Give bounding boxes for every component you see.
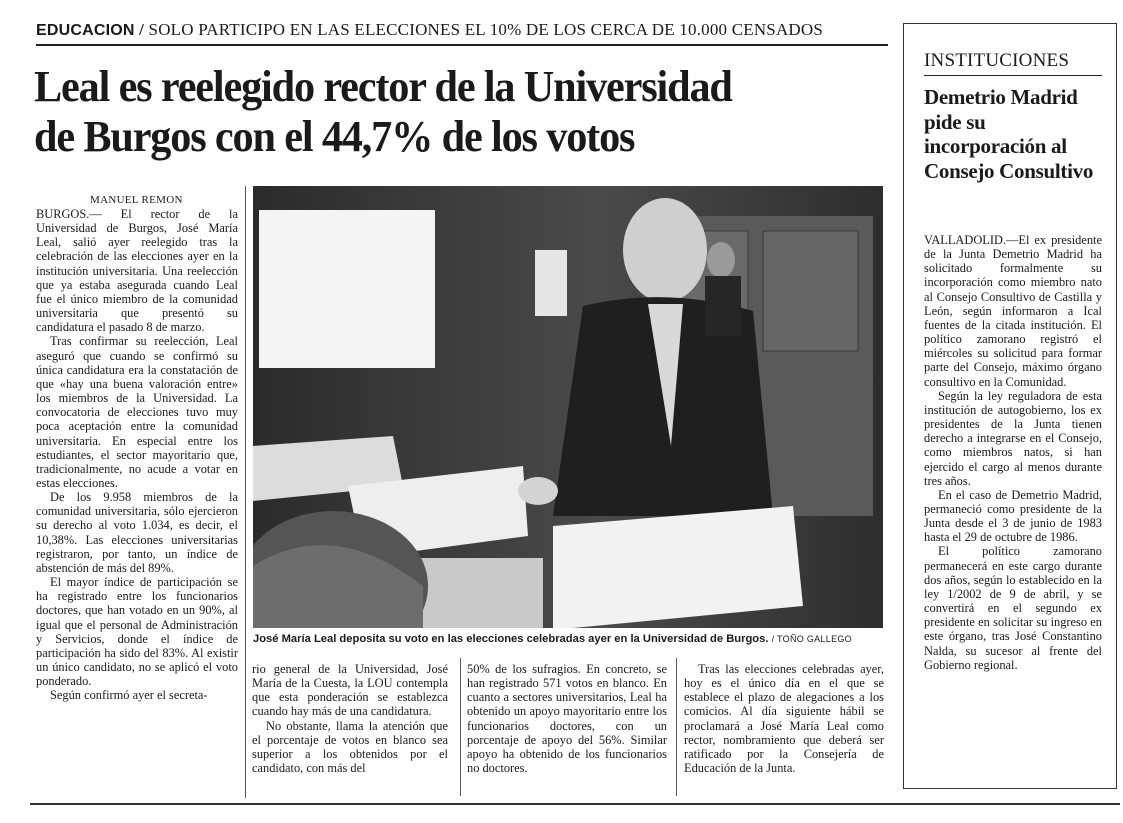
bottom-rule xyxy=(30,803,1120,805)
section-label: EDUCACION xyxy=(36,22,135,39)
paragraph: Según confirmó ayer el secreta- xyxy=(50,688,208,703)
headline-line-2: de Burgos con el 44,7% de los votos xyxy=(34,112,635,161)
byline: MANUEL REMON xyxy=(90,194,183,206)
sidebar-headline: Demetrio Madrid pide su incorporación al Consejo Consultivo xyxy=(924,85,1094,183)
column-rule xyxy=(676,658,677,796)
paragraph: El mayor índice de participación se ha registrado entre los funcionarios doctores, que han votado en un 90%, al igual que el personal de Administración y Servicios, donde el índice de participación ha sido del 83%. Al existir un único candidato, no se aplicó el voto ponderado. xyxy=(36,575,238,689)
paragraph: BURGOS.— El rector de la Universidad de Burgos, José María Leal, salió ayer reelegido tras la celebración de las elecciones ayer en la institución universitaria. Una reelección que ya estaba asegurada cuando Leal fue el único miembro de la comunidad universitaria que presentó su candidatura el pasado 8 de marzo. xyxy=(36,207,238,335)
news-photo xyxy=(253,186,883,628)
article-column-3 xyxy=(467,662,667,775)
kicker-text: SOLO PARTICIPO EN LAS ELECCIONES EL 10% DE LOS CERCA DE 10.000 CENSADOS xyxy=(148,20,824,39)
paragraph: Según la ley reguladora de esta institución de autogobierno, los ex presidentes de la Junta tienen derecho a integrarse en el Consejo, como miembros natos, si han ejercido el cargo al menos durante tres años. xyxy=(924,388,1102,488)
separator: / xyxy=(139,20,145,39)
photo-illustration xyxy=(253,186,883,628)
paragraph: De los 9.958 miembros de la comunidad universitaria, sólo ejercieron su derecho al voto 1.034, es decir, el 10,38%. Las elecciones universitarias registraron, por tanto, un índice de abstención de más del 89%. xyxy=(36,490,238,575)
paragraph: Tras confirmar su reelección, Leal aseguró que cuando se confirmó su única candidatura era la constatación de que «hay una buena valoración entre» los miembros de la Universidad. La convocatoria de elecciones tuvo muy poca aceptación entre la comunidad universitaria. En especial entre los estudiantes, el sector mayoritario que, tradicionalmente, no acude a votar en estas elecciones. xyxy=(36,334,238,490)
article-column-1 xyxy=(36,207,238,702)
paragraph: rio general de la Universidad, José María de la Cuesta, la LOU contempla que esta ponderación se establezca cuando hay más de una candidatura. xyxy=(252,662,448,719)
column-rule xyxy=(245,186,246,798)
kicker-line xyxy=(36,20,886,40)
sidebar-section-label: INSTITUCIONES xyxy=(924,50,1070,71)
caption-text: José María Leal deposita su voto en las elecciones celebradas ayer en la Universidad de Burgos. xyxy=(253,633,769,645)
headline xyxy=(34,62,850,162)
photo-credit: / TOÑO GALLEGO xyxy=(771,634,852,644)
paragraph: En el caso de Demetrio Madrid, permaneció como presidente de la Junta desde el 3 de junio de 1983 hasta el 29 de octubre de 1986. xyxy=(924,487,1102,545)
paragraph: VALLADOLID.—El ex presidente de la Junta Demetrio Madrid ha solicitado formalmente su incorporación como miembro nato al Consejo Consultivo de Castilla y León, según informaron a Ical fuentes de la citada institución. El político zamorano registró el miércoles su solicitud para formar parte del Consejo, máximo órgano consultivo en la Comunidad. xyxy=(924,233,1102,389)
column-rule xyxy=(460,658,461,796)
article-column-2 xyxy=(252,662,448,775)
paragraph: 50% de los sufragios. En concreto, se han registrado 571 votos en blanco. En cuanto a sectores universitarios, Leal ha obtenido un apoyo mayoritario entre los funcionarios doctores, con un porcentaje de apoyo del 56%. Similar apoyo ha obtenido de los funcionarios no doctores. xyxy=(467,662,667,776)
article-column-4 xyxy=(684,662,884,775)
paragraph: Tras las elecciones celebradas ayer, hoy es el único día en el que se establece el plazo de alegaciones a los comicios. Al día siguiente hábil se proclamará a José María Leal como rector, nombramiento que deberá ser ratificado por la Consejería de Educación de la Junta. xyxy=(684,662,884,776)
kicker-rule xyxy=(36,44,888,46)
photo-caption xyxy=(253,633,893,645)
paragraph: El político zamorano permanecerá en este cargo durante dos años, según lo establecido en la ley 1/2002 de 9 de abril, y se convertirá en el segundo ex presidente en solicitar su ingreso en este órgano, tras José Constantino Nalda, su sucesor al frente del Gobierno regional. xyxy=(924,544,1102,672)
sidebar-text xyxy=(924,233,1102,672)
headline-line-1: Leal es reelegido rector de la Universidad xyxy=(34,62,732,111)
paragraph: No obstante, llama la atención que el porcentaje de votos en blanco sea superior a los obtenidos por el candidato, con más del xyxy=(252,718,448,776)
sidebar-rule xyxy=(924,75,1102,76)
